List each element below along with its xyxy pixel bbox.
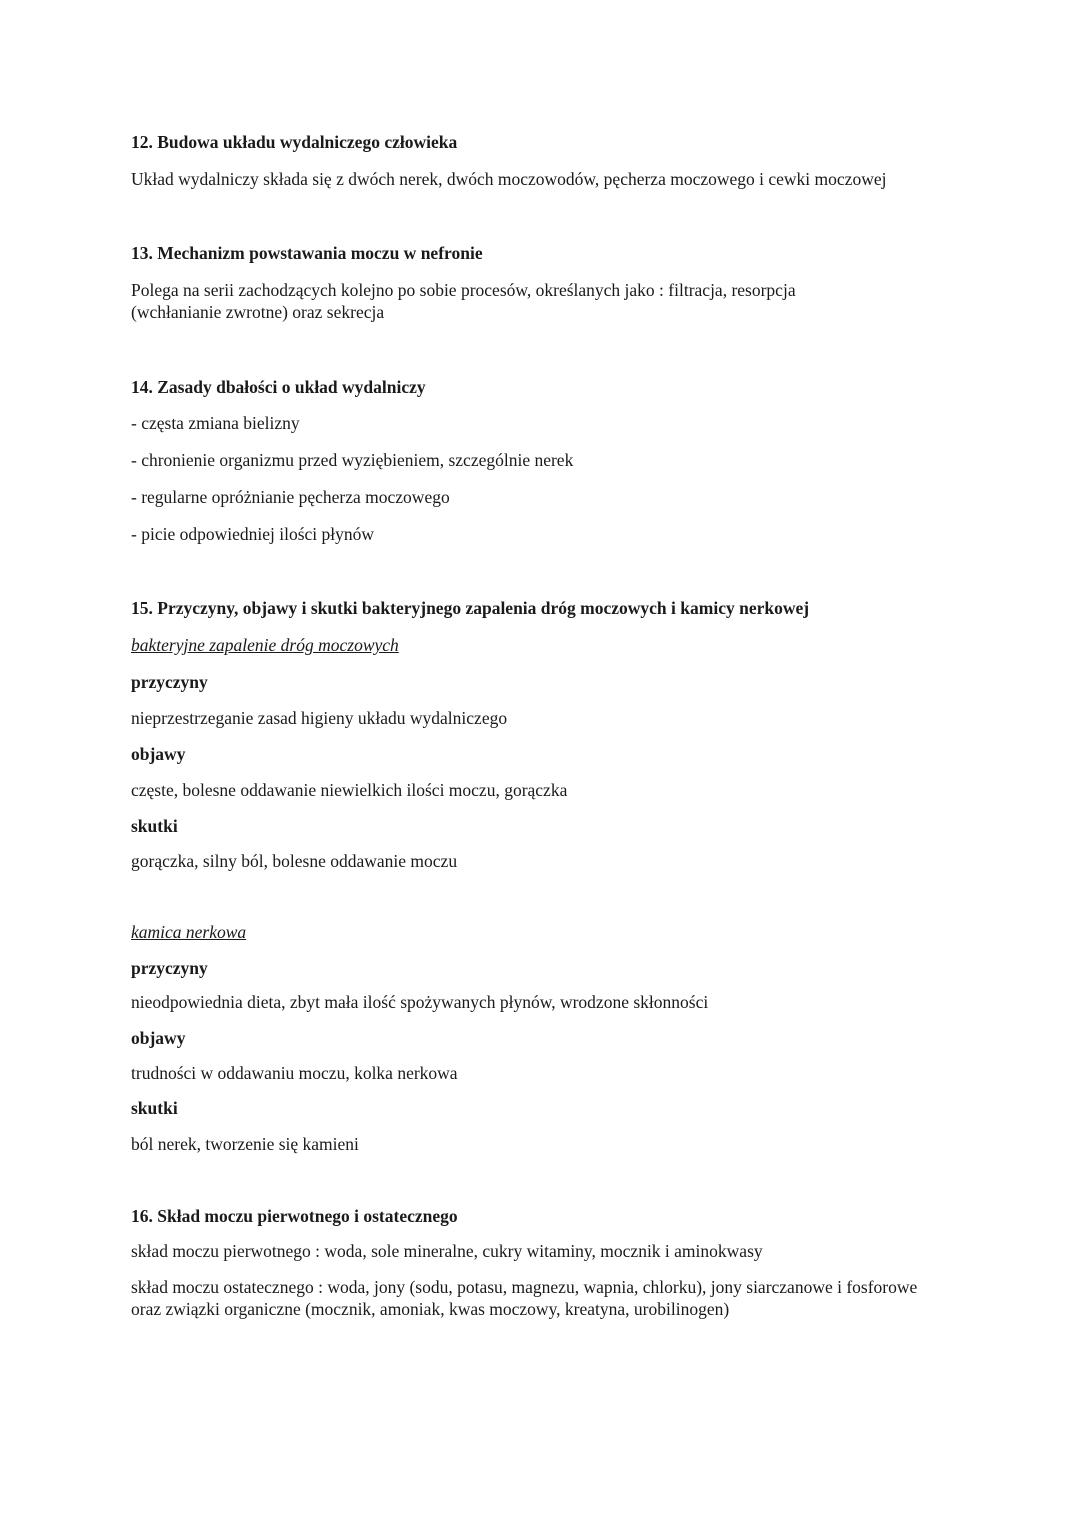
disease-2-causes: nieodpowiednia dieta, zbyt mała ilość spożywanych płynów, wrodzone skłonności bbox=[131, 992, 709, 1012]
section-16-final-line1: skład moczu ostatecznego : woda, jony (sodu, potasu, magnezu, wapnia, chlorku), jony siarczanowe i fosforowe bbox=[131, 1277, 918, 1297]
section-16-heading: 16. Skład moczu pierwotnego i ostatecznego bbox=[131, 1206, 458, 1226]
section-13-text-line1: Polega na serii zachodzących kolejno po sobie procesów, określanych jako : filtracja, resorpcja bbox=[131, 280, 796, 300]
disease-1-symptoms: częste, bolesne oddawanie niewielkich ilości moczu, gorączka bbox=[131, 780, 568, 800]
list-item: - częsta zmiana bielizny bbox=[131, 413, 300, 433]
disease-1-causes-label: przyczyny bbox=[131, 672, 208, 692]
section-12-heading: 12. Budowa układu wydalniczego człowieka bbox=[131, 132, 458, 152]
disease-2-causes-label: przyczyny bbox=[131, 958, 208, 978]
section-15-heading: 15. Przyczyny, objawy i skutki bakteryjnego zapalenia dróg moczowych i kamicy nerkowej bbox=[131, 598, 810, 618]
disease-1-causes: nieprzestrzeganie zasad higieny układu wydalniczego bbox=[131, 708, 508, 728]
section-16-primary: skład moczu pierwotnego : woda, sole mineralne, cukry witaminy, mocznik i aminokwasy bbox=[131, 1241, 763, 1261]
disease-2-symptoms-label: objawy bbox=[131, 1028, 186, 1048]
list-item: - chronienie organizmu przed wyziębieniem, szczególnie nerek bbox=[131, 450, 574, 470]
disease-2-effects: ból nerek, tworzenie się kamieni bbox=[131, 1134, 359, 1154]
list-item: - regularne opróżnianie pęcherza moczowego bbox=[131, 487, 450, 507]
disease-1-effects: gorączka, silny ból, bolesne oddawanie moczu bbox=[131, 851, 458, 871]
section-13-text-line2: (wchłanianie zwrotne) oraz sekrecja bbox=[131, 302, 385, 322]
disease-2-title: kamica nerkowa bbox=[131, 922, 247, 942]
section-13-heading: 13. Mechanizm powstawania moczu w nefronie bbox=[131, 243, 483, 263]
disease-2-effects-label: skutki bbox=[131, 1098, 178, 1118]
disease-1-symptoms-label: objawy bbox=[131, 744, 186, 764]
disease-1-effects-label: skutki bbox=[131, 816, 178, 836]
section-16-final-line2: oraz związki organiczne (mocznik, amoniak, kwas moczowy, kreatyna, urobilinogen) bbox=[131, 1299, 730, 1319]
disease-1-title: bakteryjne zapalenie dróg moczowych bbox=[131, 635, 399, 655]
disease-2-symptoms: trudności w oddawaniu moczu, kolka nerkowa bbox=[131, 1063, 458, 1083]
section-12-text: Układ wydalniczy składa się z dwóch nerek, dwóch moczowodów, pęcherza moczowego i cewki moczowej bbox=[131, 169, 887, 189]
section-14-heading: 14. Zasady dbałości o układ wydalniczy bbox=[131, 377, 426, 397]
list-item: - picie odpowiedniej ilości płynów bbox=[131, 524, 375, 544]
